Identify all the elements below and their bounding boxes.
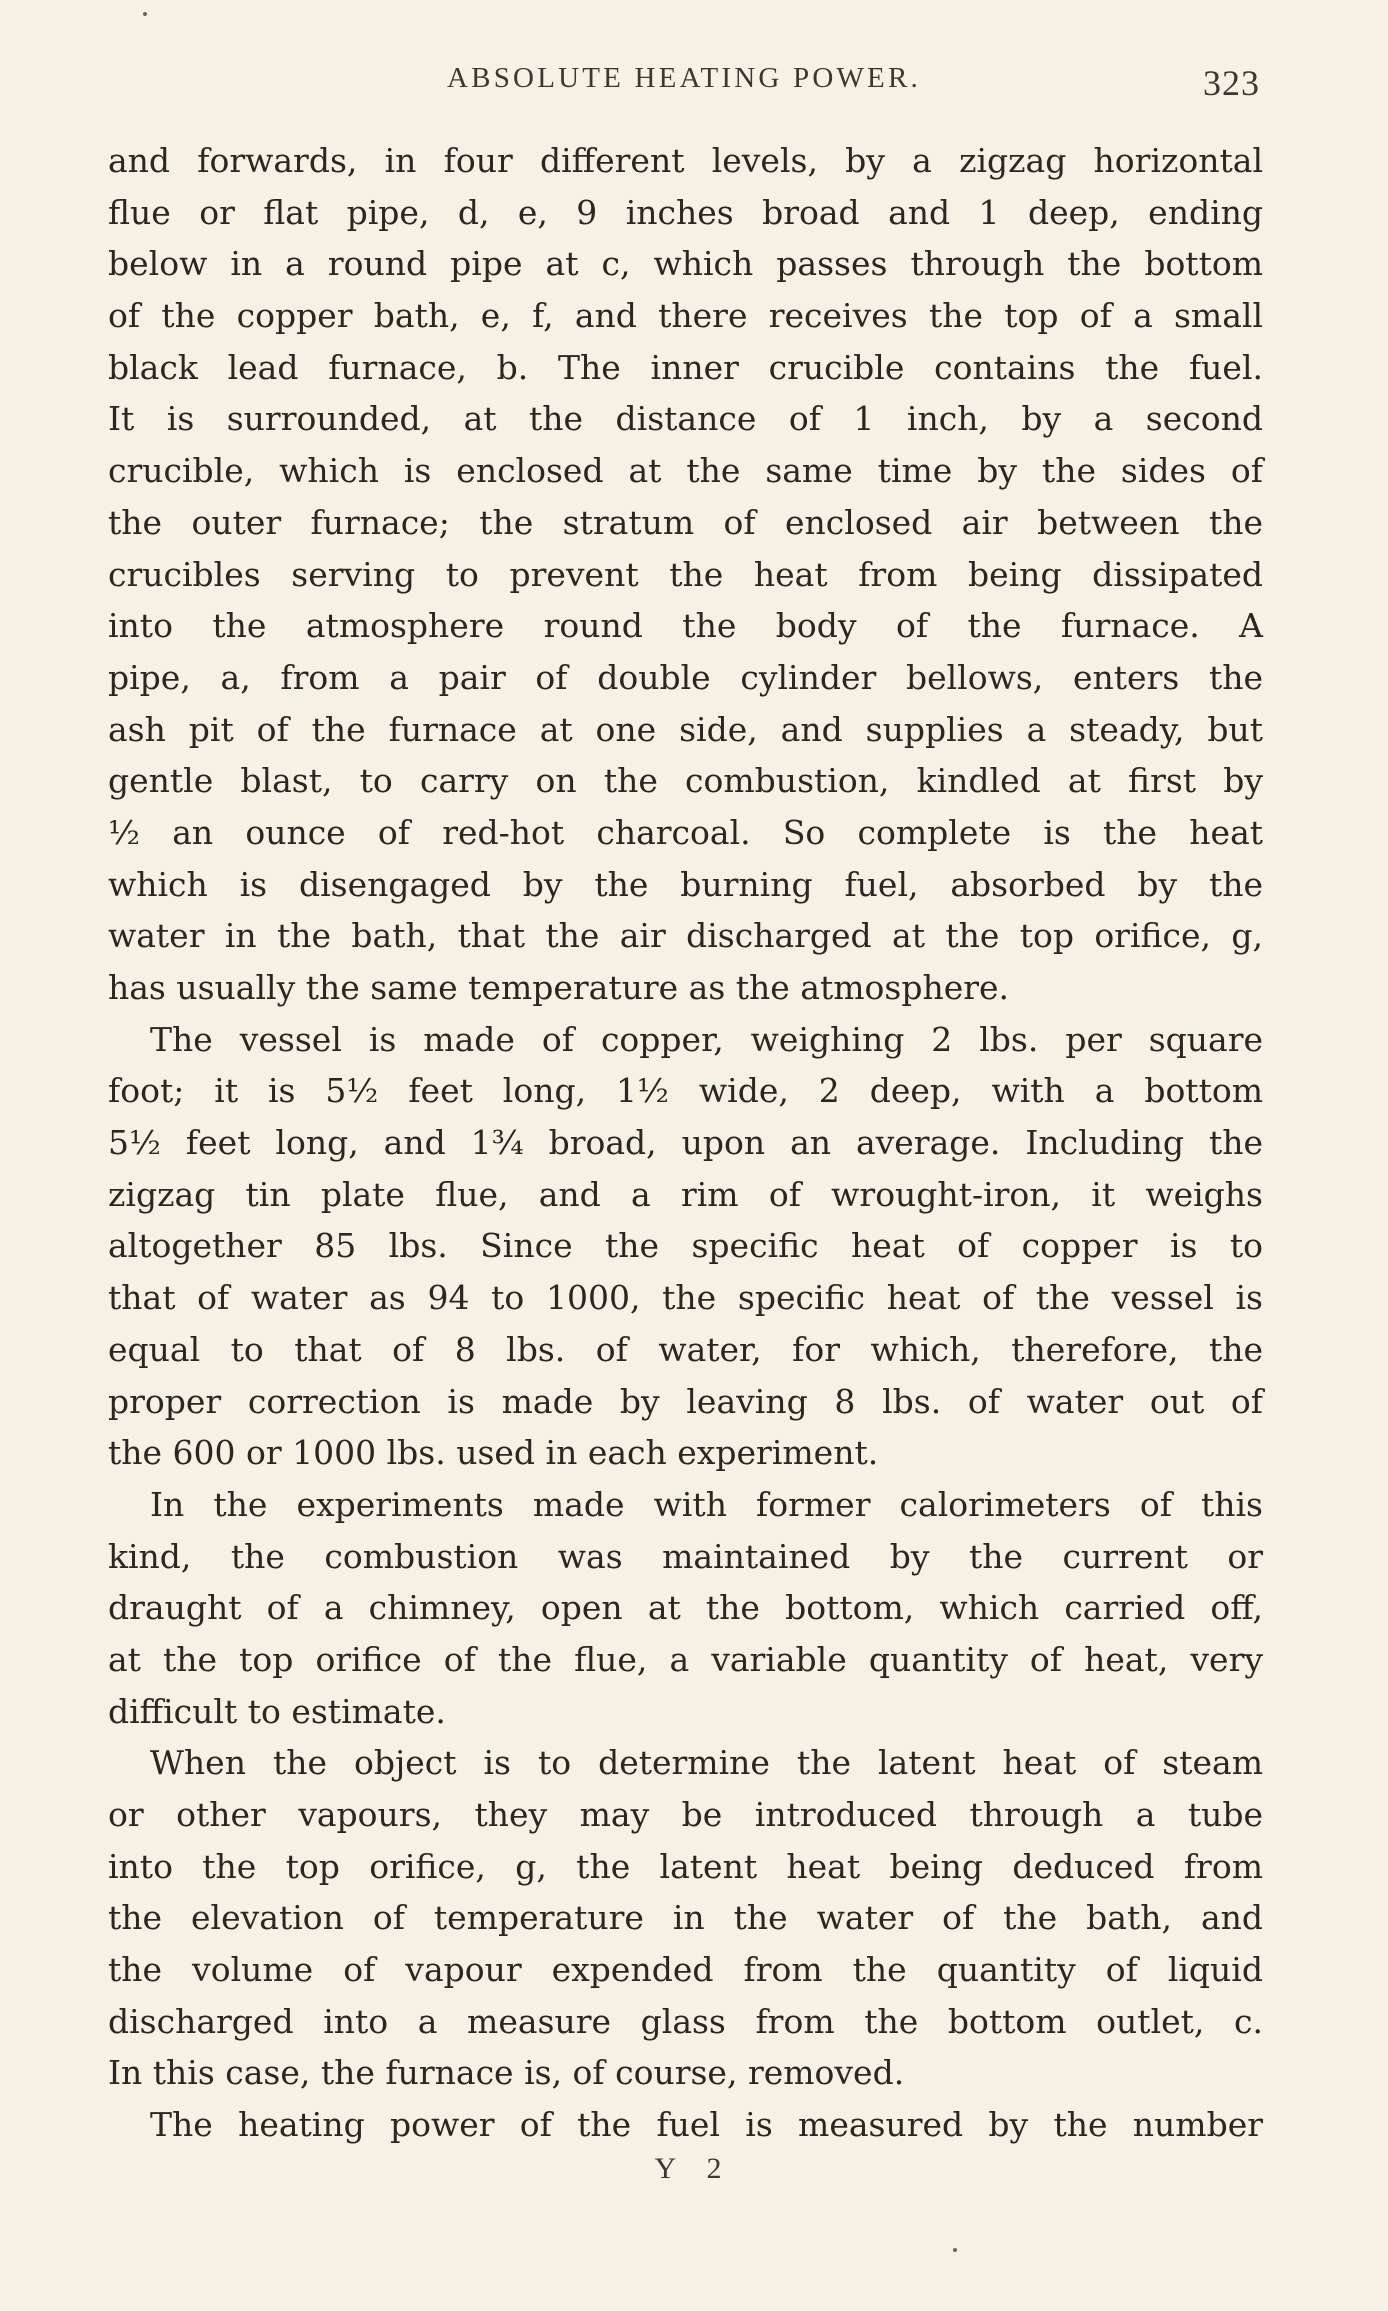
text-line: 5½ feet long, and 1¾ broad, upon an average. Including the <box>108 1123 1263 1163</box>
text-line: the 600 or 1000 lbs. used in each experiment. <box>108 1433 879 1473</box>
running-head <box>108 62 1260 112</box>
text-line: or other vapours, they may be introduced through a tube <box>108 1795 1263 1834</box>
text-line: water in the bath, that the air discharged at the top orifice, g, <box>108 916 1263 956</box>
text-line: The vessel is made of copper, weighing 2 lbs. per square <box>150 1019 1263 1059</box>
text-line: In the experiments made with former calorimeters of this <box>150 1484 1263 1524</box>
text-line: the volume of vapour expended from the quantity of liquid <box>108 1950 1263 1990</box>
text-line: the outer furnace; the stratum of enclosed air between the <box>108 502 1263 542</box>
text-line: When the object is to determine the latent heat of steam <box>150 1743 1263 1783</box>
text-line: difficult to estimate. <box>108 1691 446 1731</box>
text-line: below in a round pipe at c, which passes through the bottom <box>108 244 1263 284</box>
paper-speck <box>953 2248 957 2252</box>
text-line: The heating power of the fuel is measured by the number <box>150 2105 1263 2145</box>
text-line: proper correction is made by leaving 8 lbs. of water out of <box>108 1381 1263 1421</box>
text-line: equal to that of 8 lbs. of water, for which, therefore, the <box>108 1329 1263 1369</box>
text-line: zigzag tin plate flue, and a rim of wrought-iron, it weighs <box>108 1174 1263 1214</box>
text-line: flue or flat pipe, d, e, 9 inches broad and 1 deep, ending <box>108 192 1263 232</box>
text-line: and forwards, in four different levels, by a zigzag horizontal <box>108 141 1263 180</box>
body-text <box>108 135 1263 2151</box>
text-line: draught of a chimney, open at the bottom, which carried off, <box>108 1588 1263 1628</box>
text-line: It is surrounded, at the distance of 1 inch, by a second <box>108 399 1263 439</box>
text-line: gentle blast, to carry on the combustion, kindled at first by <box>108 761 1263 801</box>
text-line: crucibles serving to prevent the heat from being dissipated <box>108 554 1263 594</box>
text-line: into the atmosphere round the body of the furnace. A <box>108 606 1263 646</box>
text-line: the elevation of temperature in the water of the bath, and <box>108 1898 1263 1938</box>
signature-mark: Y 2 <box>654 2152 734 2185</box>
text-line: altogether 85 lbs. Since the specific heat of copper is to <box>108 1226 1263 1266</box>
text-line: at the top orifice of the flue, a variable quantity of heat, very <box>108 1639 1263 1679</box>
page-number: 323 <box>1203 63 1260 103</box>
text-line: of the copper bath, e, f, and there receives the top of a small <box>108 296 1263 336</box>
text-line: pipe, a, from a pair of double cylinder bellows, enters the <box>108 657 1263 697</box>
text-line: into the top orifice, g, the latent heat being deduced from <box>108 1846 1263 1886</box>
text-line: discharged into a measure glass from the bottom outlet, c. <box>108 2001 1263 2041</box>
text-line: kind, the combustion was maintained by the current or <box>108 1536 1263 1576</box>
text-line: ash pit of the furnace at one side, and supplies a steady, but <box>108 709 1263 749</box>
text-line: that of water as 94 to 1000, the specific heat of the vessel is <box>108 1278 1263 1318</box>
text-line: ½ an ounce of red-hot charcoal. So complete is the heat <box>108 812 1263 852</box>
text-line: has usually the same temperature as the atmosphere. <box>108 968 1010 1007</box>
text-line: In this case, the furnace is, of course, removed. <box>108 2053 905 2093</box>
text-line: crucible, which is enclosed at the same time by the sides of <box>108 451 1263 491</box>
text-line: black lead furnace, b. The inner crucible contains the fuel. <box>108 347 1263 387</box>
running-title: ABSOLUTE HEATING POWER. <box>447 62 921 94</box>
paper-speck <box>143 12 147 16</box>
text-line: foot; it is 5½ feet long, 1½ wide, 2 deep, with a bottom <box>108 1071 1263 1111</box>
text-line: which is disengaged by the burning fuel, absorbed by the <box>108 864 1263 904</box>
